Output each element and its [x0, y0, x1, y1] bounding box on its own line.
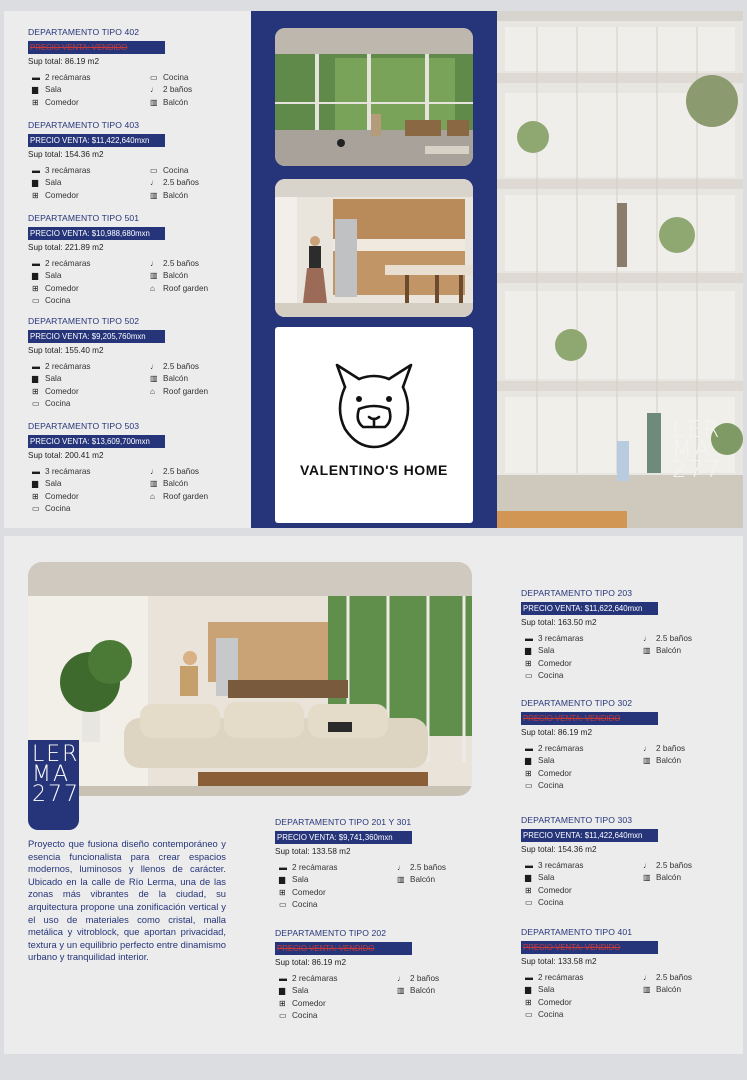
feature-label: Sala: [292, 875, 309, 885]
balcony-icon: ▥: [150, 374, 158, 384]
feature-item: [525, 658, 572, 670]
feature-label: Cocina: [538, 898, 564, 908]
feature-item: [32, 270, 61, 282]
feature-label: Cocina: [292, 900, 318, 910]
feature-item: [643, 972, 692, 984]
shower-icon: ♩: [150, 85, 158, 95]
unit-title: DEPARTAMENTO TIPO 202: [275, 928, 387, 938]
logo-card: [275, 327, 473, 523]
features-list: [521, 860, 743, 910]
feature-label: Comedor: [45, 386, 79, 396]
feature-item: [32, 165, 91, 177]
feature-item: [643, 645, 681, 657]
feature-item: [32, 478, 61, 490]
shower-icon: ♩: [150, 178, 158, 188]
sofa-icon: ▆: [279, 875, 286, 885]
sofa-icon: ▆: [32, 374, 39, 384]
unit-title: DEPARTAMENTO TIPO 302: [521, 698, 633, 708]
price-badge: PRECIO VENTA: $11,622,640mxn: [521, 602, 658, 615]
price-badge: PRECIO VENTA: $13,609,700mxn: [28, 435, 165, 448]
feature-item: [525, 897, 564, 909]
sofa-icon: ▆: [32, 479, 39, 489]
features-list: [28, 258, 250, 308]
dining-icon: ⊞: [32, 283, 39, 293]
feature-item: [32, 97, 79, 109]
feature-label: Balcón: [656, 646, 682, 656]
feature-label: 3 recámaras: [538, 861, 584, 870]
roof-garden-icon: ⌂: [150, 386, 155, 396]
feature-item: [150, 466, 199, 478]
feature-item: [150, 478, 188, 490]
unit-card: [521, 698, 743, 793]
feature-label: Balcón: [163, 479, 189, 489]
living-room-illustration: [28, 562, 472, 796]
feature-item: [525, 755, 554, 767]
price-badge: PRECIO VENTA: VENDIDO: [28, 41, 165, 54]
feature-item: [525, 972, 584, 984]
lerma-line-2: MA: [32, 762, 71, 787]
dining-icon: ⊞: [32, 97, 39, 107]
balcony-icon: ▥: [643, 873, 651, 883]
feature-label: Sala: [538, 985, 555, 995]
shower-icon: ♩: [150, 362, 158, 371]
bed-icon: ▬: [525, 861, 533, 870]
feature-item: [525, 984, 554, 996]
feature-item: [32, 258, 91, 270]
feature-item: [150, 97, 188, 109]
sofa-icon: ▆: [32, 85, 39, 95]
unit-card: [521, 588, 743, 683]
feature-label: 2 recámaras: [292, 863, 338, 872]
feature-label: Sala: [45, 374, 62, 384]
feature-label: Cocina: [45, 504, 71, 514]
feature-label: Sala: [538, 646, 555, 656]
feature-item: [525, 997, 572, 1009]
feature-label: 2.5 baños: [410, 863, 446, 872]
unit-title: DEPARTAMENTO TIPO 401: [521, 927, 633, 937]
feature-label: Balcón: [656, 873, 682, 883]
balcony-icon: ▥: [150, 271, 158, 281]
feature-label: Sala: [45, 271, 62, 281]
features-list: [275, 862, 497, 912]
feature-label: Balcón: [410, 875, 436, 885]
sofa-icon: ▆: [525, 985, 532, 995]
dining-icon: ⊞: [525, 658, 532, 668]
feature-item: [32, 84, 61, 96]
feature-label: 3 recámaras: [538, 634, 584, 643]
sofa-icon: ▆: [525, 756, 532, 766]
feature-label: 2 recámaras: [45, 73, 91, 82]
sofa-icon: ▆: [32, 271, 39, 281]
unit-card: [275, 817, 497, 912]
stove-icon: ▭: [525, 781, 533, 791]
feature-label: Roof garden: [163, 283, 209, 293]
feature-item: [279, 998, 326, 1010]
feature-item: [32, 503, 71, 515]
feature-label: 2.5 baños: [656, 861, 692, 870]
unit-title: DEPARTAMENTO TIPO 403: [28, 120, 140, 130]
price-badge: PRECIO VENTA: VENDIDO: [275, 942, 412, 955]
feature-label: Sala: [45, 178, 62, 188]
feature-label: 2.5 baños: [163, 362, 199, 371]
shower-icon: ♩: [150, 259, 158, 268]
brand-name: VALENTINO'S HOME: [299, 462, 448, 478]
feature-item: [150, 361, 199, 373]
feature-item: [525, 645, 554, 657]
lerma-line-3: 277: [32, 782, 80, 807]
bed-icon: ▬: [32, 362, 40, 371]
feature-label: Comedor: [292, 998, 326, 1008]
feature-label: Comedor: [45, 491, 79, 501]
feature-label: Roof garden: [163, 386, 209, 396]
sofa-icon: ▆: [525, 646, 532, 656]
feature-label: 2 recámaras: [45, 259, 91, 268]
price-badge: PRECIO VENTA: $9,205,760mxn: [28, 330, 165, 343]
feature-label: Cocina: [163, 73, 189, 82]
feature-label: 2.5 baños: [163, 259, 199, 268]
feature-label: Cocina: [292, 1011, 318, 1021]
living-room-photo: [28, 562, 472, 796]
feature-label: Comedor: [538, 997, 572, 1007]
feature-item: [525, 670, 564, 682]
feature-label: Cocina: [45, 399, 71, 409]
features-list: [28, 72, 250, 109]
feature-label: 2 baños: [656, 744, 686, 753]
price-badge: PRECIO VENTA: VENDIDO: [521, 941, 658, 954]
sofa-icon: ▆: [279, 986, 286, 996]
feature-item: [150, 283, 208, 295]
stove-icon: ▭: [525, 898, 533, 908]
feature-label: Sala: [538, 756, 555, 766]
feature-item: [32, 177, 61, 189]
feature-label: 3 recámaras: [45, 166, 91, 175]
feature-label: Sala: [45, 479, 62, 489]
feature-item: [279, 887, 326, 899]
kitchen-photo: [275, 179, 473, 317]
feature-item: [525, 885, 572, 897]
surface-total: Sup total: 86.19 m2: [521, 728, 593, 737]
feature-item: [525, 768, 572, 780]
feature-label: 2.5 baños: [656, 973, 692, 982]
balcony-icon: ▥: [397, 875, 405, 885]
feature-label: Balcón: [410, 986, 436, 996]
dining-icon: ⊞: [32, 491, 39, 501]
price-badge: PRECIO VENTA: VENDIDO: [521, 712, 658, 725]
feature-label: Balcón: [163, 271, 189, 281]
dining-icon: ⊞: [279, 887, 286, 897]
feature-label: Comedor: [538, 768, 572, 778]
price-badge: PRECIO VENTA: $10,988,680mxn: [28, 227, 165, 240]
feature-item: [397, 973, 439, 985]
shower-icon: ♩: [643, 861, 651, 870]
feature-label: Balcón: [163, 374, 189, 384]
dining-icon: ⊞: [32, 386, 39, 396]
feature-label: 2 recámaras: [538, 744, 584, 753]
feature-label: 3 recámaras: [45, 467, 91, 476]
feature-label: 2 recámaras: [538, 973, 584, 982]
dining-icon: ⊞: [279, 998, 286, 1008]
feature-item: [525, 780, 564, 792]
balcony-icon: ▥: [397, 986, 405, 996]
shower-icon: ♩: [397, 974, 405, 983]
feature-item: [150, 258, 199, 270]
bed-icon: ▬: [32, 73, 40, 82]
feature-item: [32, 491, 79, 503]
feature-item: [525, 743, 584, 755]
balcony-icon: ▥: [150, 479, 158, 489]
surface-total: Sup total: 154.36 m2: [28, 150, 104, 159]
feature-item: [397, 985, 435, 997]
shower-icon: ♩: [643, 973, 651, 982]
feature-label: Balcón: [656, 756, 682, 766]
shower-icon: ♩: [397, 863, 405, 872]
stove-icon: ▭: [279, 1011, 287, 1021]
kitchen-photo-illustration: [275, 179, 473, 317]
bulldog-logo-icon: [275, 357, 473, 477]
feature-item: [279, 862, 338, 874]
unit-title: DEPARTAMENTO TIPO 203: [521, 588, 633, 598]
surface-total: Sup total: 163.50 m2: [521, 618, 597, 627]
feature-label: Cocina: [538, 671, 564, 681]
feature-item: [150, 491, 208, 503]
surface-total: Sup total: 86.19 m2: [28, 57, 100, 66]
stove-icon: ▭: [32, 504, 40, 514]
stove-icon: ▭: [525, 671, 533, 681]
feature-item: [643, 743, 685, 755]
features-list: [28, 466, 250, 516]
unit-card: [275, 928, 497, 1023]
unit-card: [28, 120, 250, 202]
feature-item: [32, 361, 91, 373]
stove-icon: ▭: [525, 1010, 533, 1020]
feature-item: [150, 386, 208, 398]
roof-garden-icon: ⌂: [150, 491, 155, 501]
surface-total: Sup total: 155.40 m2: [28, 346, 104, 355]
project-description: Proyecto que fusiona diseño contemporáneo y esencia funcionalista para crear espacios modernos, luminosos y llenos de carácter. Ubicado en la calle de Río Lerma, una de las zonas más vibrantes de la ciudad, su arquitectura propone una zonificación vertical y el uso de materiales como cristal, malla metálica y vitroblock, que aportan privacidad, textura y un equilibrio perfecto entre dinamismo urbano y tranquilidad interior.: [28, 838, 226, 963]
features-list: [521, 743, 743, 793]
lerma-line-3: 277: [672, 457, 722, 483]
bed-icon: ▬: [32, 166, 40, 175]
stove-icon: ▭: [32, 399, 40, 409]
features-list: [521, 972, 743, 1022]
unit-title: DEPARTAMENTO TIPO 303: [521, 815, 633, 825]
feature-label: Balcón: [656, 985, 682, 995]
unit-card: [28, 213, 250, 308]
unit-title: DEPARTAMENTO TIPO 501: [28, 213, 140, 223]
feature-item: [279, 1010, 318, 1022]
feature-item: [279, 973, 338, 985]
sofa-icon: ▆: [525, 873, 532, 883]
unit-card: [521, 815, 743, 910]
feature-item: [397, 862, 446, 874]
feature-item: [150, 270, 188, 282]
lerma-line-1: LER: [672, 417, 722, 443]
feature-item: [32, 386, 79, 398]
feature-item: [525, 633, 584, 645]
feature-label: Balcón: [163, 97, 189, 107]
bed-icon: ▬: [279, 974, 287, 983]
lerma-line-1: LER: [32, 742, 80, 767]
feature-item: [525, 1009, 564, 1021]
balcony-icon: ▥: [643, 985, 651, 995]
shower-icon: ♩: [150, 467, 158, 476]
balcony-icon: ▥: [643, 646, 651, 656]
feature-item: [643, 755, 681, 767]
unit-title: DEPARTAMENTO TIPO 503: [28, 421, 140, 431]
feature-item: [150, 373, 188, 385]
dining-icon: ⊞: [525, 997, 532, 1007]
lerma-label-bottom: [32, 742, 82, 807]
feature-label: Roof garden: [163, 491, 209, 501]
dining-icon: ⊞: [525, 885, 532, 895]
feature-label: Comedor: [45, 190, 79, 200]
dining-icon: ⊞: [32, 190, 39, 200]
unit-title: DEPARTAMENTO TIPO 402: [28, 27, 140, 37]
feature-label: Cocina: [45, 296, 71, 306]
shower-icon: ♩: [643, 634, 651, 643]
feature-label: 2 recámaras: [292, 974, 338, 983]
feature-item: [525, 860, 584, 872]
feature-label: Comedor: [45, 283, 79, 293]
feature-label: Comedor: [292, 887, 326, 897]
feature-item: [150, 165, 189, 177]
feature-item: [397, 874, 435, 886]
unit-card: [28, 316, 250, 411]
surface-total: Sup total: 86.19 m2: [275, 958, 347, 967]
feature-label: Sala: [538, 873, 555, 883]
terrace-photo: [275, 28, 473, 166]
surface-total: Sup total: 133.58 m2: [275, 847, 351, 856]
feature-label: 2 baños: [410, 974, 440, 983]
unit-card: [28, 421, 250, 516]
sofa-icon: ▆: [32, 178, 39, 188]
lerma-line-2: MA: [672, 437, 712, 463]
surface-total: Sup total: 221.89 m2: [28, 243, 104, 252]
feature-item: [150, 190, 188, 202]
unit-card: [28, 27, 250, 109]
surface-total: Sup total: 200.41 m2: [28, 451, 104, 460]
lerma-label-top: [672, 417, 732, 483]
unit-title: DEPARTAMENTO TIPO 502: [28, 316, 140, 326]
balcony-icon: ▥: [643, 756, 651, 766]
feature-label: 2.5 baños: [163, 467, 199, 476]
feature-item: [150, 177, 199, 189]
bed-icon: ▬: [279, 863, 287, 872]
surface-total: Sup total: 133.58 m2: [521, 957, 597, 966]
bed-icon: ▬: [525, 744, 533, 753]
feature-item: [643, 633, 692, 645]
bed-icon: ▬: [525, 973, 533, 982]
stove-icon: ▭: [32, 296, 40, 306]
roof-garden-icon: ⌂: [150, 283, 155, 293]
dining-icon: ⊞: [525, 768, 532, 778]
feature-item: [643, 984, 681, 996]
feature-label: 2.5 baños: [163, 178, 199, 188]
feature-label: Comedor: [538, 885, 572, 895]
feature-item: [32, 190, 79, 202]
feature-item: [32, 466, 91, 478]
feature-label: Balcón: [163, 190, 189, 200]
balcony-icon: ▥: [150, 190, 158, 200]
bed-icon: ▬: [32, 467, 40, 476]
feature-label: Sala: [45, 85, 62, 95]
feature-item: [150, 84, 192, 96]
price-badge: PRECIO VENTA: $9,741,360mxn: [275, 831, 412, 844]
feature-item: [279, 874, 308, 886]
price-badge: PRECIO VENTA: $11,422,640mxn: [28, 134, 165, 147]
feature-label: Comedor: [538, 658, 572, 668]
feature-item: [32, 398, 71, 410]
features-list: [28, 361, 250, 411]
unit-title: DEPARTAMENTO TIPO 201 Y 301: [275, 817, 412, 827]
features-list: [28, 165, 250, 202]
balcony-icon: ▥: [150, 97, 158, 107]
feature-label: 2.5 baños: [656, 634, 692, 643]
feature-label: 2 baños: [163, 85, 193, 95]
feature-label: Cocina: [163, 166, 189, 175]
feature-label: Comedor: [45, 97, 79, 107]
terrace-photo-illustration: [275, 28, 473, 166]
feature-label: Cocina: [538, 781, 564, 791]
feature-item: [279, 985, 308, 997]
features-list: [521, 633, 743, 683]
unit-card: [521, 927, 743, 1022]
feature-label: Cocina: [538, 1010, 564, 1020]
stove-icon: ▭: [150, 73, 158, 82]
feature-item: [279, 899, 318, 911]
price-badge: PRECIO VENTA: $11,422,640mxn: [521, 829, 658, 842]
feature-item: [32, 373, 61, 385]
bed-icon: ▬: [525, 634, 533, 643]
feature-label: 2 recámaras: [45, 362, 91, 371]
feature-label: Sala: [292, 986, 309, 996]
feature-item: [643, 872, 681, 884]
feature-item: [525, 872, 554, 884]
feature-item: [32, 283, 79, 295]
surface-total: Sup total: 154.36 m2: [521, 845, 597, 854]
feature-item: [150, 72, 189, 84]
features-list: [275, 973, 497, 1023]
feature-item: [643, 860, 692, 872]
shower-icon: ♩: [643, 744, 651, 753]
bed-icon: ▬: [32, 259, 40, 268]
feature-item: [32, 295, 71, 307]
stove-icon: ▭: [279, 900, 287, 910]
stove-icon: ▭: [150, 166, 158, 175]
feature-item: [32, 72, 91, 84]
